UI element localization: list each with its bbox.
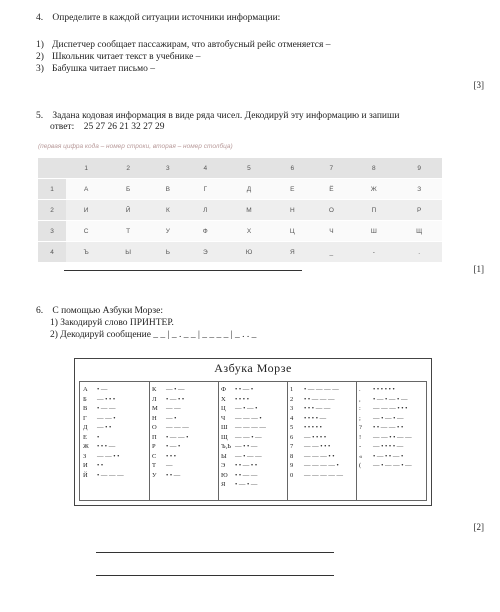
morse-entry bbox=[152, 433, 189, 443]
morse-symbol: 6 bbox=[290, 433, 294, 441]
morse-entry bbox=[152, 423, 189, 433]
morse-symbol: Э bbox=[221, 462, 226, 469]
row-header: 3 bbox=[38, 221, 66, 242]
table-cell: Ф bbox=[186, 221, 225, 242]
morse-entry bbox=[152, 414, 189, 424]
morse-entry bbox=[152, 404, 189, 414]
morse-code: — — • • — — bbox=[373, 433, 412, 441]
col-header: 8 bbox=[351, 158, 396, 179]
morse-symbol: Щ bbox=[221, 433, 228, 441]
morse-entry bbox=[359, 385, 412, 395]
q6-mark: [2] bbox=[473, 522, 484, 532]
morse-entry bbox=[290, 423, 343, 433]
q4-number: 4. bbox=[36, 13, 44, 23]
col-header: 1 bbox=[66, 158, 106, 179]
morse-code: — — bbox=[166, 405, 181, 412]
morse-divider bbox=[149, 382, 150, 500]
morse-chart-title: Азбука Морзе bbox=[214, 361, 292, 375]
morse-code: • • • bbox=[166, 452, 177, 460]
morse-entry bbox=[83, 452, 124, 462]
table-cell: П bbox=[351, 200, 396, 221]
col-header: 4 bbox=[186, 158, 225, 179]
morse-symbol: ? bbox=[359, 424, 362, 431]
morse-code: • • — • • bbox=[235, 462, 258, 469]
col-header: 3 bbox=[150, 158, 186, 179]
morse-symbol: 3 bbox=[290, 405, 294, 412]
morse-entry bbox=[221, 433, 266, 443]
table-cell: З bbox=[396, 179, 442, 200]
q5-answer-underline bbox=[64, 270, 302, 271]
morse-entry bbox=[83, 433, 124, 443]
morse-symbol: 0 bbox=[290, 471, 294, 479]
morse-code: — • — — bbox=[235, 452, 262, 460]
table-cell: Ж bbox=[351, 179, 396, 200]
morse-code: • • — — — bbox=[304, 395, 335, 403]
morse-code: • • • • — bbox=[304, 414, 327, 422]
table-cell: Л bbox=[186, 200, 225, 221]
morse-entry bbox=[290, 395, 343, 405]
table-cell: Ц bbox=[273, 221, 311, 242]
q4-heading bbox=[36, 12, 280, 24]
morse-code: — — — • • bbox=[304, 452, 335, 460]
morse-code: • bbox=[97, 433, 100, 441]
table-cell: К bbox=[150, 200, 186, 221]
table-cell: С bbox=[66, 221, 106, 242]
morse-entry bbox=[221, 471, 266, 481]
morse-code: • • bbox=[97, 462, 104, 469]
row-header: 1 bbox=[38, 179, 66, 200]
table-cell: В bbox=[150, 179, 186, 200]
morse-code: • • • • bbox=[235, 395, 249, 403]
table-cell: Е bbox=[273, 179, 311, 200]
table-cell: Д bbox=[225, 179, 273, 200]
morse-symbol: ( bbox=[359, 462, 362, 469]
morse-entry bbox=[83, 404, 124, 414]
morse-symbol: 4 bbox=[290, 414, 294, 422]
morse-entry bbox=[290, 471, 343, 481]
morse-entry bbox=[221, 423, 266, 433]
morse-code: — • • — bbox=[235, 443, 258, 450]
morse-code: — — • — bbox=[235, 433, 262, 441]
morse-symbol: Х bbox=[221, 395, 226, 403]
table-cell: Н bbox=[273, 200, 311, 221]
morse-symbol: Ъ,Ь bbox=[221, 443, 231, 450]
table-cell: Э bbox=[186, 242, 225, 263]
morse-code: • • — — • • bbox=[373, 424, 404, 431]
morse-symbol: Я bbox=[221, 481, 226, 488]
morse-symbol: П bbox=[152, 433, 157, 441]
morse-chart bbox=[74, 358, 432, 506]
morse-entry bbox=[359, 404, 412, 414]
morse-entry bbox=[152, 395, 189, 405]
table-cell: Т bbox=[106, 221, 150, 242]
q6-task-1: 1) Закодируй слово ПРИНТЕР. bbox=[50, 318, 174, 328]
table-row bbox=[38, 179, 442, 200]
morse-symbol: Р bbox=[152, 443, 156, 450]
morse-code: • — — — — bbox=[304, 386, 339, 393]
q6-task-2: 2) Декодируй сообщение _ _ | _ . _ _ | _ _ _ _ | _ . . _ bbox=[50, 330, 257, 340]
morse-entry bbox=[359, 423, 412, 433]
morse-symbol: А bbox=[83, 386, 88, 393]
morse-symbol: Т bbox=[152, 462, 156, 469]
table-cell: М bbox=[225, 200, 273, 221]
morse-symbol: С bbox=[152, 452, 157, 460]
morse-entry bbox=[152, 385, 189, 395]
morse-entry bbox=[359, 433, 412, 443]
morse-entry bbox=[221, 414, 266, 424]
morse-grid bbox=[79, 381, 427, 501]
morse-code: • • — — bbox=[235, 471, 258, 479]
morse-symbol: Ч bbox=[221, 414, 226, 422]
morse-symbol: Ц bbox=[221, 405, 226, 412]
morse-column bbox=[359, 385, 412, 471]
morse-code: — — • bbox=[97, 414, 116, 422]
morse-code: — — • • • bbox=[304, 443, 331, 450]
morse-symbol: Г bbox=[83, 414, 87, 422]
morse-symbol: Л bbox=[152, 395, 157, 403]
morse-entry bbox=[221, 480, 266, 490]
code-table-corner bbox=[38, 158, 66, 179]
q5-mark: [1] bbox=[473, 264, 484, 274]
table-cell: Ь bbox=[150, 242, 186, 263]
morse-code: • • — • bbox=[235, 386, 254, 393]
table-cell: . bbox=[396, 242, 442, 263]
morse-code: — • — — • — bbox=[373, 462, 412, 469]
morse-entry bbox=[83, 395, 124, 405]
morse-code: — • — • bbox=[235, 405, 258, 412]
morse-code: — • • • bbox=[97, 395, 116, 403]
q4-item-2 bbox=[36, 52, 200, 63]
q4-item-text: Бабушка читает письмо – bbox=[52, 64, 155, 74]
morse-entry bbox=[152, 452, 189, 462]
col-header: 9 bbox=[396, 158, 442, 179]
morse-entry bbox=[221, 461, 266, 471]
q4-item-number: 2) bbox=[36, 52, 44, 62]
table-cell: _ bbox=[311, 242, 351, 263]
morse-entry bbox=[83, 442, 124, 452]
table-cell: Я bbox=[273, 242, 311, 263]
table-cell: Х bbox=[225, 221, 273, 242]
morse-symbol: Й bbox=[83, 471, 88, 479]
morse-symbol: М bbox=[152, 405, 158, 412]
morse-entry bbox=[221, 404, 266, 414]
morse-symbol: Ш bbox=[221, 424, 228, 431]
morse-symbol: . bbox=[359, 386, 361, 393]
morse-code: • • • — — bbox=[304, 405, 331, 412]
morse-code: — • • • • — bbox=[373, 443, 404, 450]
morse-entry bbox=[290, 414, 343, 424]
morse-code: • — — bbox=[97, 405, 116, 412]
table-cell: Ы bbox=[106, 242, 150, 263]
morse-code: — bbox=[166, 462, 173, 469]
morse-column bbox=[83, 385, 124, 480]
morse-entry bbox=[83, 461, 124, 471]
morse-code: — • • • • bbox=[304, 433, 327, 441]
morse-divider bbox=[356, 382, 357, 500]
q4-item-text: Диспетчер сообщает пассажирам, что автобусный рейс отменяется – bbox=[52, 40, 331, 50]
q4-item-text: Школьник читает текст в учебнике – bbox=[52, 52, 201, 62]
table-cell: И bbox=[66, 200, 106, 221]
table-cell: Ъ bbox=[66, 242, 106, 263]
morse-code: • — • • bbox=[166, 395, 185, 403]
morse-code: — — • • bbox=[97, 452, 120, 460]
table-cell: Р bbox=[396, 200, 442, 221]
morse-symbol: Ж bbox=[83, 443, 89, 450]
q6-answer-line-1 bbox=[96, 552, 334, 553]
table-cell: Ш bbox=[351, 221, 396, 242]
morse-code: — • — • — bbox=[373, 414, 404, 422]
morse-symbol: К bbox=[152, 386, 157, 393]
morse-symbol: 7 bbox=[290, 443, 294, 450]
morse-entry bbox=[359, 461, 412, 471]
table-row bbox=[38, 221, 442, 242]
morse-symbol: У bbox=[152, 471, 157, 479]
table-cell: А bbox=[66, 179, 106, 200]
morse-entry bbox=[221, 395, 266, 405]
morse-code: • — • • — • bbox=[373, 452, 404, 460]
code-table-header-row bbox=[38, 158, 442, 179]
q6-title: С помощью Азбуки Морзе: bbox=[52, 306, 163, 316]
q4-item-1 bbox=[36, 40, 330, 51]
morse-entry bbox=[152, 461, 189, 471]
table-row bbox=[38, 200, 442, 221]
morse-symbol: 8 bbox=[290, 452, 294, 460]
q5-answer-line bbox=[50, 121, 164, 133]
morse-code: — • • bbox=[97, 424, 112, 431]
morse-symbol: Ю bbox=[221, 471, 228, 479]
morse-symbol: Е bbox=[83, 433, 87, 441]
q6-heading bbox=[36, 305, 163, 317]
q4-item-number: 3) bbox=[36, 64, 44, 74]
morse-entry bbox=[221, 452, 266, 462]
table-cell: Б bbox=[106, 179, 150, 200]
morse-code: • — — • bbox=[166, 433, 189, 441]
row-header: 2 bbox=[38, 200, 66, 221]
morse-entry bbox=[83, 385, 124, 395]
table-cell: Ч bbox=[311, 221, 351, 242]
morse-symbol: Н bbox=[152, 414, 157, 422]
morse-entry bbox=[221, 385, 266, 395]
morse-code: — — — — • bbox=[304, 462, 339, 469]
morse-column bbox=[152, 385, 189, 480]
morse-entry bbox=[290, 404, 343, 414]
code-table bbox=[38, 158, 442, 263]
morse-symbol: И bbox=[83, 462, 88, 469]
morse-entry bbox=[290, 442, 343, 452]
table-cell: Щ bbox=[396, 221, 442, 242]
morse-code: — — — — — bbox=[304, 471, 343, 479]
morse-symbol: 1 bbox=[290, 386, 294, 393]
morse-code: — • — bbox=[166, 386, 185, 393]
morse-entry bbox=[359, 395, 412, 405]
morse-entry bbox=[359, 414, 412, 424]
morse-entry bbox=[83, 414, 124, 424]
morse-code: • • — bbox=[166, 471, 181, 479]
morse-entry bbox=[290, 385, 343, 395]
morse-column bbox=[290, 385, 343, 480]
q5-hint: (первая цифра кода – номер строки, вторая – номер столбца) bbox=[38, 143, 233, 150]
morse-symbol: З bbox=[83, 452, 87, 460]
q4-mark: [3] bbox=[473, 80, 484, 90]
morse-symbol: , bbox=[359, 395, 361, 403]
morse-divider bbox=[218, 382, 219, 500]
morse-code: — — — • bbox=[235, 414, 262, 422]
morse-code: • • • • • bbox=[304, 424, 322, 431]
morse-code: • • • — bbox=[97, 443, 116, 450]
morse-symbol: О bbox=[152, 424, 157, 431]
morse-symbol: 5 bbox=[290, 424, 294, 431]
col-header: 7 bbox=[311, 158, 351, 179]
table-cell: Ю bbox=[225, 242, 273, 263]
morse-symbol: В bbox=[83, 405, 88, 412]
morse-symbol: Ы bbox=[221, 452, 227, 460]
q5-line1: Задана кодовая информация в виде ряда чисел. Декодируй эту информацию и запиши bbox=[52, 111, 400, 121]
morse-code: • — • bbox=[166, 443, 181, 450]
q4-item-number: 1) bbox=[36, 40, 44, 50]
morse-symbol: - bbox=[359, 443, 362, 450]
morse-code: • — — — bbox=[97, 471, 124, 479]
morse-code: — • bbox=[166, 414, 177, 422]
morse-entry bbox=[290, 461, 343, 471]
col-header: 2 bbox=[106, 158, 150, 179]
morse-entry bbox=[290, 452, 343, 462]
col-header: 6 bbox=[273, 158, 311, 179]
morse-code: • — bbox=[97, 386, 108, 393]
morse-symbol: : bbox=[359, 405, 361, 412]
morse-entry bbox=[290, 433, 343, 443]
morse-entry bbox=[83, 471, 124, 481]
table-row bbox=[38, 242, 442, 263]
q4-title: Определите в каждой ситуации источники информации: bbox=[52, 13, 281, 23]
morse-entry bbox=[359, 442, 412, 452]
morse-entry bbox=[359, 452, 412, 462]
morse-code: — — — bbox=[166, 424, 189, 431]
morse-symbol: ! bbox=[359, 433, 362, 441]
table-cell: О bbox=[311, 200, 351, 221]
morse-symbol: Д bbox=[83, 424, 88, 431]
q4-item-3 bbox=[36, 64, 155, 75]
morse-column bbox=[221, 385, 266, 490]
morse-symbol: Б bbox=[83, 395, 87, 403]
morse-entry bbox=[152, 471, 189, 481]
morse-symbol: 2 bbox=[290, 395, 294, 403]
table-cell: Й bbox=[106, 200, 150, 221]
q5-number: 5. bbox=[36, 111, 44, 121]
morse-code: • — • — bbox=[235, 481, 258, 488]
morse-symbol: « bbox=[359, 452, 363, 460]
morse-symbol: 9 bbox=[290, 462, 294, 469]
morse-code: • • • • • • bbox=[373, 386, 395, 393]
morse-entry bbox=[83, 423, 124, 433]
morse-code: — — — • • • bbox=[373, 405, 408, 412]
row-header: 4 bbox=[38, 242, 66, 263]
table-cell: Ё bbox=[311, 179, 351, 200]
morse-code: • — • — • — bbox=[373, 395, 408, 403]
morse-symbol: ; bbox=[359, 414, 361, 422]
morse-entry bbox=[221, 442, 266, 452]
q6-number: 6. bbox=[36, 306, 44, 316]
q5-answer-label: ответ: bbox=[50, 122, 75, 132]
morse-entry bbox=[152, 442, 189, 452]
morse-divider bbox=[287, 382, 288, 500]
q6-answer-line-2 bbox=[96, 575, 334, 576]
col-header: 5 bbox=[225, 158, 273, 179]
morse-code: — — — — bbox=[235, 424, 266, 431]
table-cell: - bbox=[351, 242, 396, 263]
table-cell: Г bbox=[186, 179, 225, 200]
q5-code: 25 27 26 21 32 27 29 bbox=[83, 122, 165, 132]
morse-symbol: Ф bbox=[221, 386, 227, 393]
table-cell: У bbox=[150, 221, 186, 242]
